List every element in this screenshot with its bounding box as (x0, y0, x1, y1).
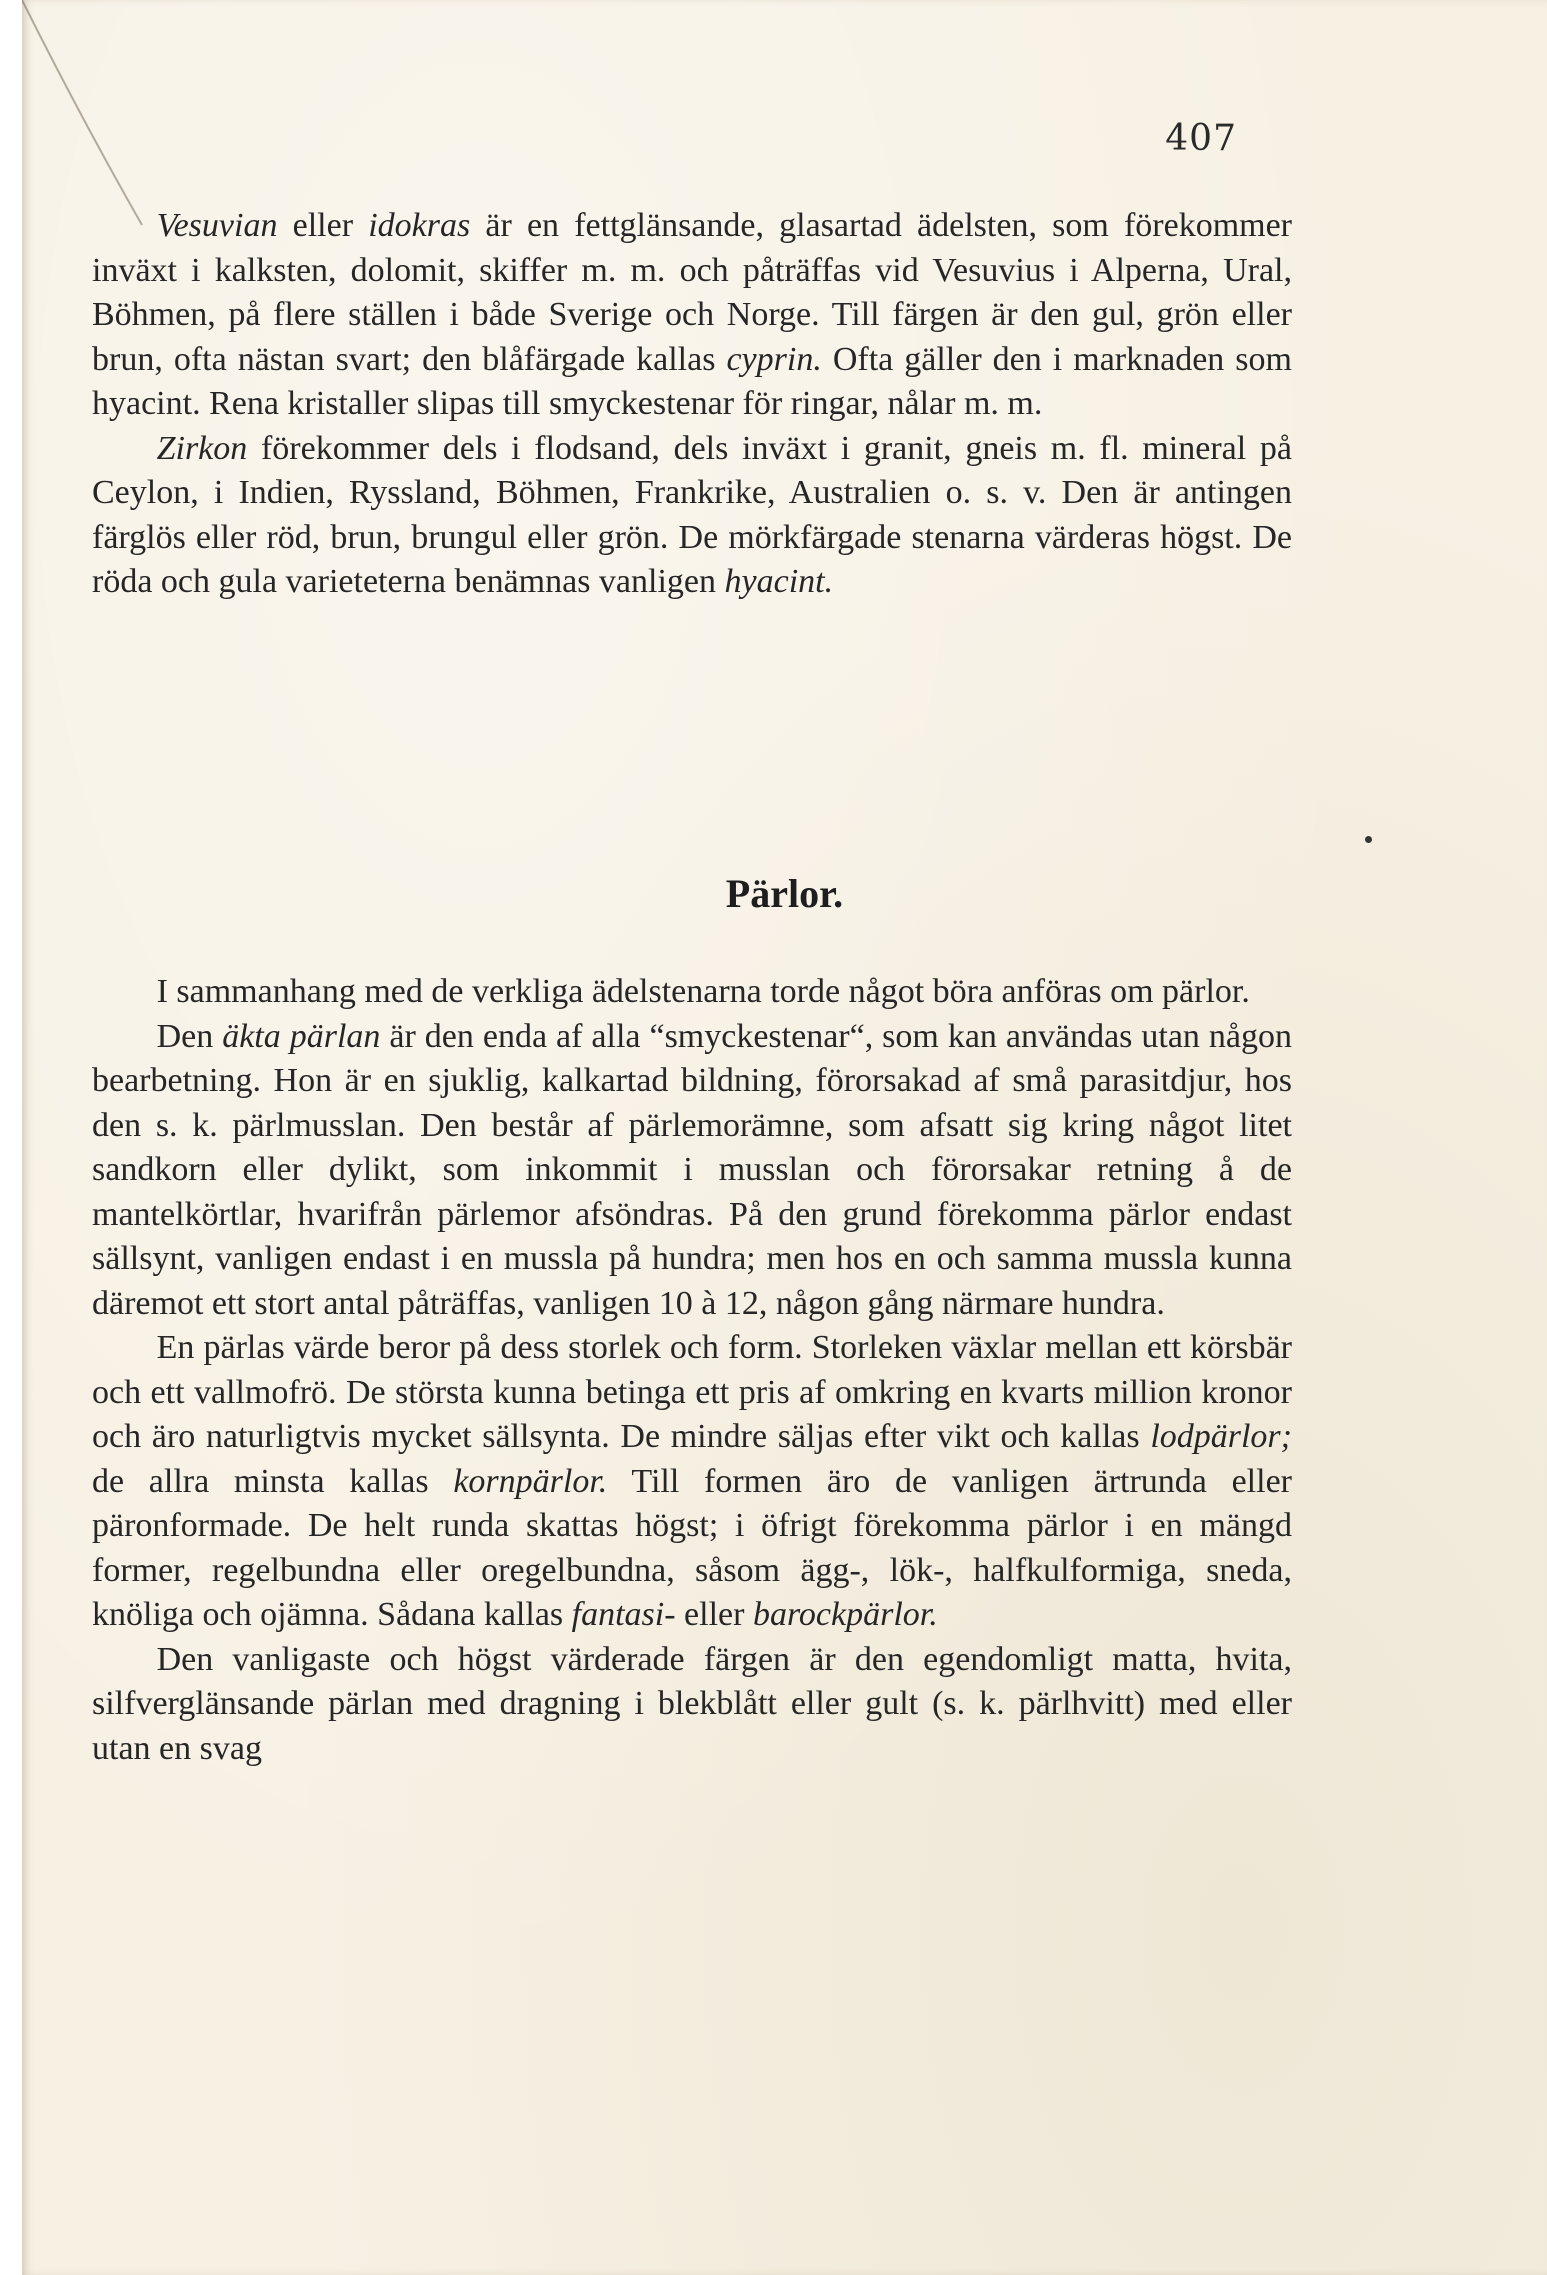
text-run: eller (277, 207, 369, 244)
text-run: En pärlas värde beror på dess storlek och form. Storleken växlar mellan ett körsbär och ett vallmofrö. De största kunna betinga ett pris af omkring en kvarts million kronor och äro naturligtvis mycket sällsynta. De mindre säljas efter vikt och kallas (92, 1329, 1292, 1455)
term-idokras: idokras (368, 207, 471, 244)
term-vesuvian: Vesuvian (156, 207, 278, 244)
term-zirkon: Zirkon (156, 429, 248, 467)
term-barockparlor: barockpärlor. (752, 1596, 938, 1633)
term-cyprin: cyprin. (726, 340, 822, 378)
text-run: förekommer dels i flodsand, dels inväxt i granit, gneis m. fl. mineral på Ceylon, i Indien, Ryssland, Böhmen, Frankrike, Australien o. s. v. Den är antingen färglös eller röd, brun, brungul eller grön. De mörkfärgade stenarna värderas högst. De röda och gula varieteterna benämnas vanligen (92, 429, 1292, 600)
term-kornparlor: kornpärlor. (453, 1462, 608, 1500)
section-gemstones (92, 204, 1292, 605)
term-hyacint: hyacint. (724, 563, 834, 600)
text-run: är den enda af alla “smyckestenar“, som kan användas utan någon bearbetning. Hon är en sjuklig, kalkartad bildning, förorsakad af små parasitdjur, hos den s. k. pärlmusslan. Den består af pärlemorämne, som afsatt sig kring något litet sandkorn eller dylikt, som inkommit i musslan och förorsakar retning å de mantelkörtlar, hvarifrån pärlemor afsöndras. På den grund förekomma pärlor endast sällsynt, vanligen endast i en mussla på hundra; men hos en och samma mussla kunna däremot ett stort antal påträffas, vanligen 10 à 12, någon gång närmare hundra. (92, 1017, 1292, 1322)
paragraph-akta-parlan (92, 1015, 1292, 1327)
text-run: är en fettglänsande, glasartad ädelsten, som förekommer inväxt i kalksten, dolomit, skiffer m. m. och påträffas vid Vesuvius i Alperna, Ural, Böhmen, på flere ställen i både Sverige och Norge. Till färgen är den gul, grön eller brun, ofta nästan svart; den blåfärgade kallas (92, 207, 1292, 378)
paragraph-value (92, 1326, 1292, 1638)
section-pearls (92, 970, 1292, 1771)
term-fantasi: fantasi- (571, 1596, 676, 1633)
section-heading-parlor: Pärlor. (725, 871, 844, 916)
paper-speck (1365, 836, 1372, 843)
term-lodparlor: lodpärlor; (1150, 1418, 1292, 1455)
text-run: de allra minsta kallas (92, 1462, 454, 1500)
text-run: Den (156, 1017, 223, 1055)
paragraph-color: Den vanligaste och högst värderade färgen är den egendomligt matta, hvita, silfverglänsande pärlan med dragning i blekblått eller gult (s. k. pärlhvitt) med eller utan en svag (92, 1640, 1292, 1767)
paragraph-intro: I sammanhang med de verkliga ädelstenarna torde något böra anföras om pärlor. (156, 973, 1250, 1010)
paragraph-zirkon (92, 427, 1292, 605)
page-number: 407 (1165, 118, 1237, 159)
text-run: eller (675, 1596, 753, 1633)
paragraph-vesuvian (92, 204, 1292, 427)
text-run: Ofta gäller den i marknaden som hyacint. Rena kristaller slipas till smyckestenar för ringar, nålar m. m. (92, 340, 1292, 422)
text-run: Till formen äro de vanligen ärtrunda eller päronformade. De helt runda skattas högst; i öfrigt förekomma pärlor i en mängd former, regelbundna eller oregelbundna, såsom ägg-, lök-, halfkulformiga, sneda, knöliga och ojämna. Sådana kallas (92, 1462, 1292, 1633)
term-akta-parlan: äkta pärlan (222, 1017, 381, 1055)
